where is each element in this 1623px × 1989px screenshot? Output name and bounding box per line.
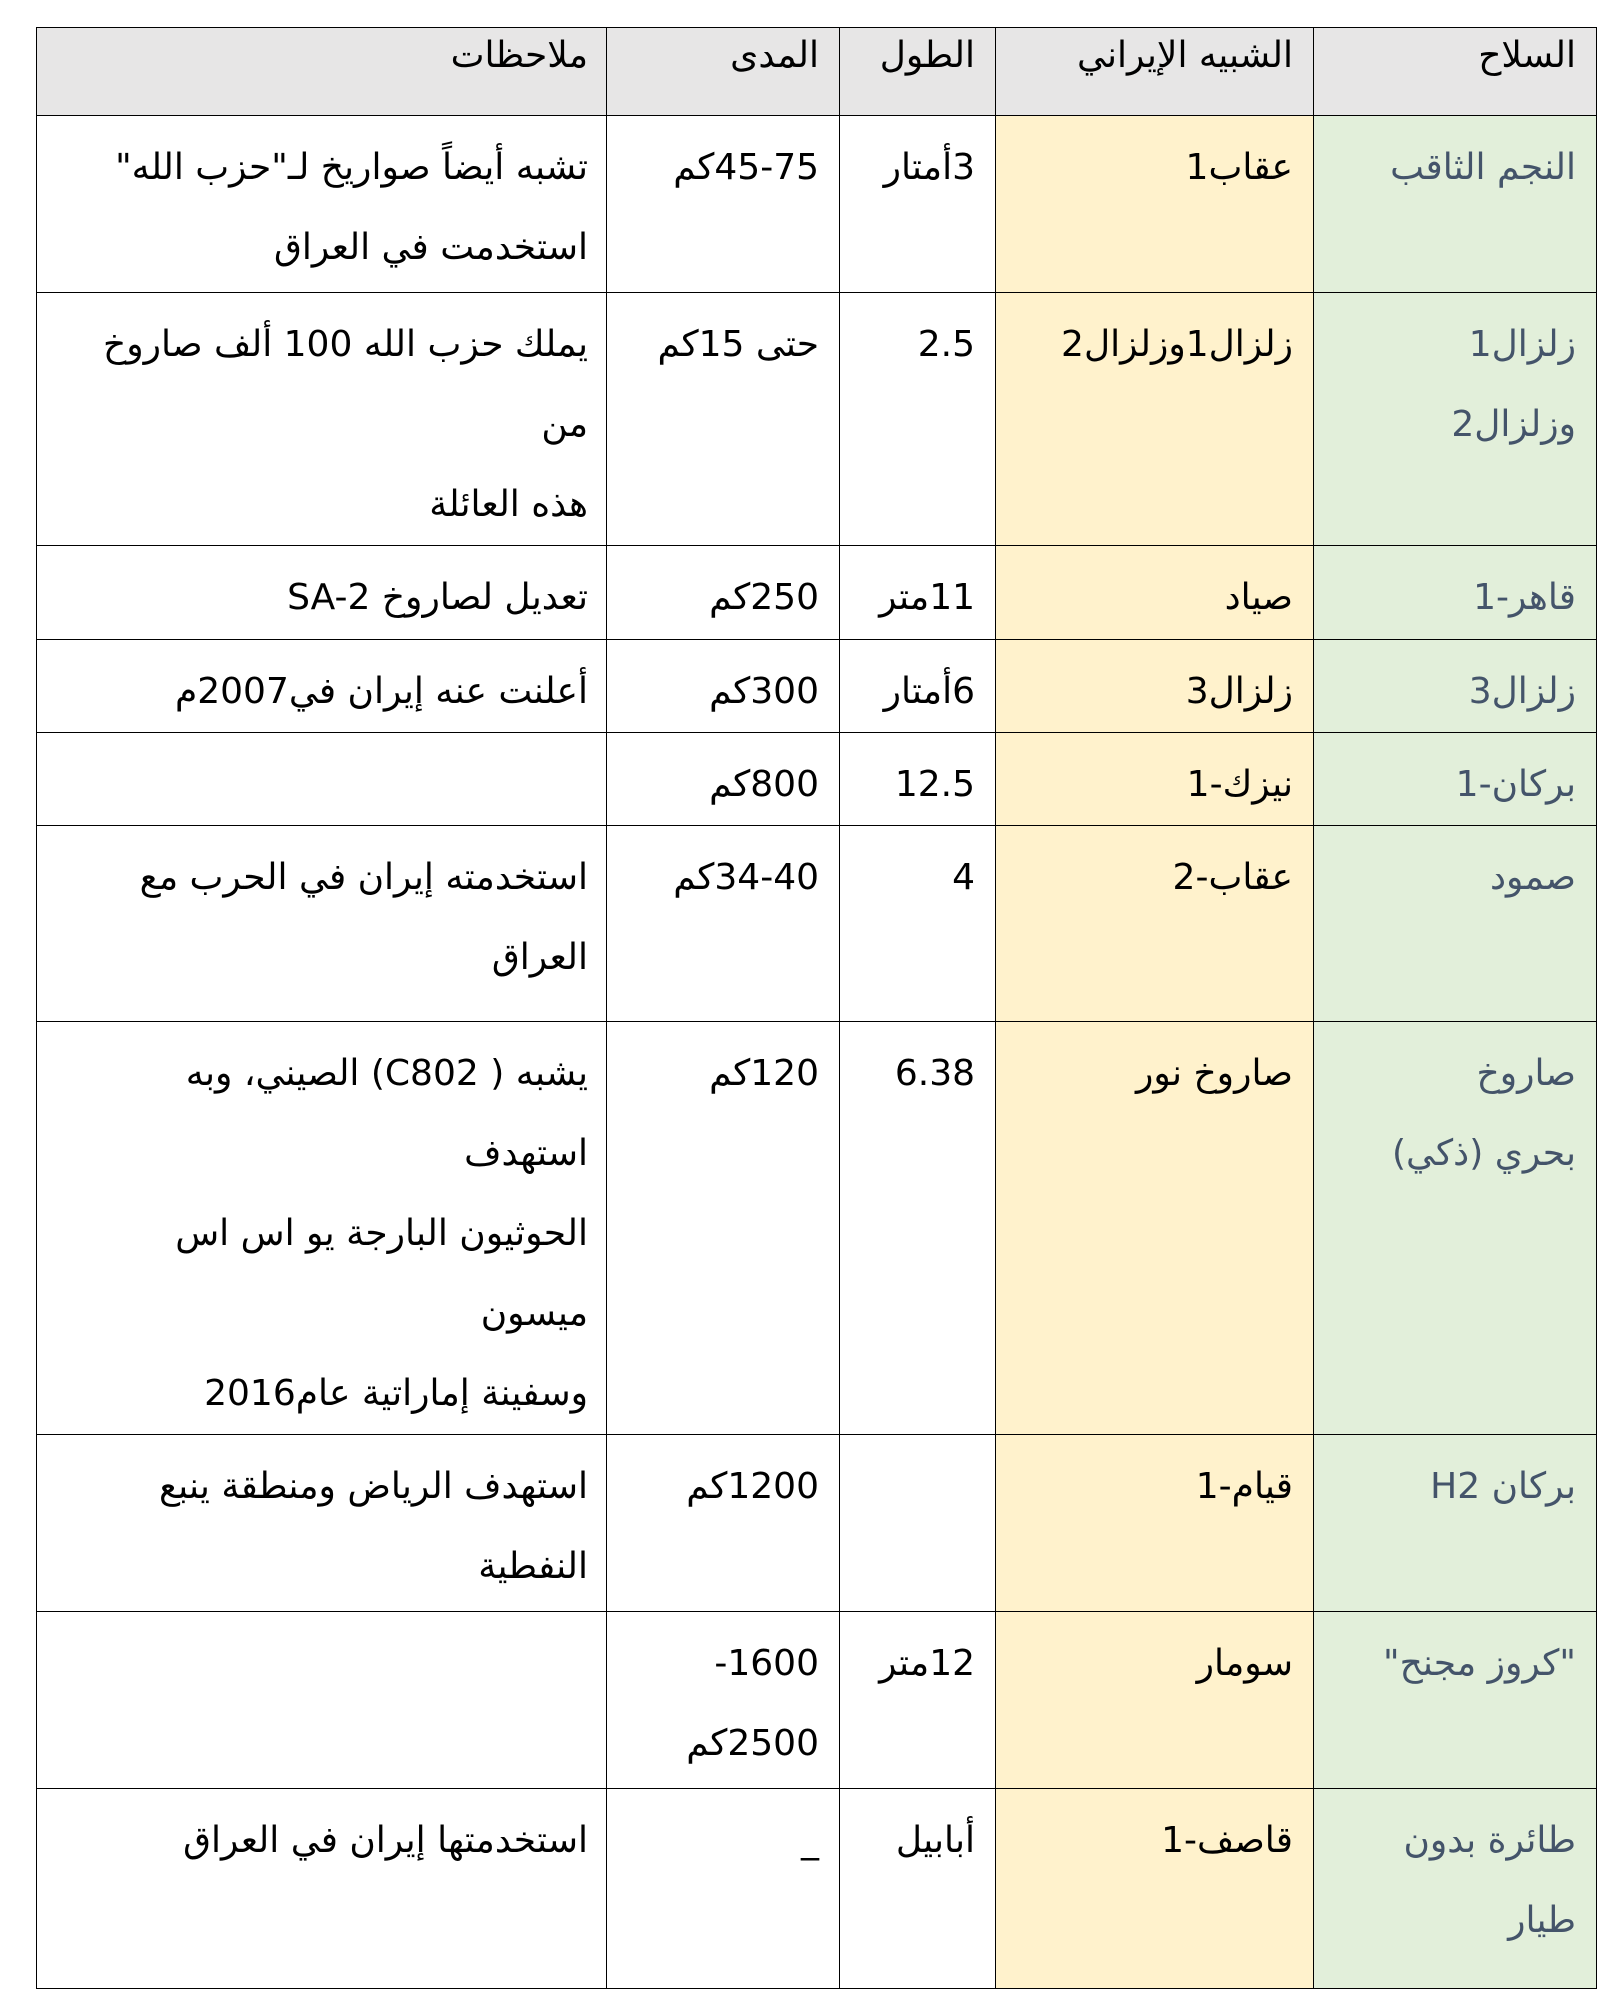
- iranian-equivalent-cell: [996, 293, 1314, 546]
- cell-text-line: صاروخ: [1476, 1053, 1576, 1094]
- notes-cell: [37, 1435, 607, 1612]
- iranian-equivalent-cell: [996, 1612, 1314, 1789]
- length-cell: [840, 733, 996, 826]
- range-cell: [607, 1022, 840, 1435]
- table-row: [37, 293, 1597, 546]
- length-cell: [840, 1022, 996, 1435]
- weapon-cell: [1314, 546, 1597, 640]
- notes-cell: [37, 116, 607, 293]
- cell-text-line: 6.38: [894, 1053, 975, 1094]
- header-range: المدى: [607, 28, 840, 116]
- cell-text-line: قيام-1: [1195, 1466, 1293, 1507]
- cell-text-line: 12متر: [879, 1643, 975, 1684]
- cell-text-line: استهدف الرياض ومنطقة ينبع النفطية: [159, 1466, 588, 1587]
- cell-text-line: 12.5: [894, 764, 975, 805]
- length-cell: [840, 640, 996, 733]
- table-row: [37, 116, 1597, 293]
- weapons-comparison-table: [36, 27, 1597, 1989]
- weapon-cell: [1314, 826, 1597, 1022]
- weapon-cell: [1314, 116, 1597, 293]
- length-cell: [840, 293, 996, 546]
- notes-cell: [37, 546, 607, 640]
- range-cell: [607, 293, 840, 546]
- cell-text-line: 4: [952, 857, 975, 898]
- notes-cell: [37, 293, 607, 546]
- cell-text-line: بركان H2: [1430, 1466, 1576, 1507]
- iranian-equivalent-cell: [996, 546, 1314, 640]
- cell-text-line: الحوثيون البارجة يو اس اس ميسون: [175, 1213, 588, 1334]
- cell-text-line: صاروخ نور: [1136, 1053, 1293, 1094]
- cell-text-line: زلزال3: [1468, 671, 1576, 712]
- range-cell: [607, 116, 840, 293]
- cell-text-line: 1600-: [714, 1643, 819, 1684]
- table-row: [37, 1789, 1597, 1989]
- cell-text-line: قاهر-1: [1473, 577, 1576, 618]
- cell-text-line: وسفينة إماراتية عام2016: [204, 1373, 588, 1414]
- notes-cell: [37, 1612, 607, 1789]
- table-row: [37, 733, 1597, 826]
- cell-text-line: هذه العائلة: [429, 484, 588, 525]
- cell-text-line: تعديل لصاروخ SA-2: [287, 577, 588, 618]
- table-row: [37, 640, 1597, 733]
- table-row: [37, 546, 1597, 640]
- cell-text-line: أعلنت عنه إيران في2007م: [174, 671, 588, 712]
- cell-text-line: 3أمتار: [883, 147, 975, 188]
- table-row: [37, 826, 1597, 1022]
- cell-text-line: يشبه ( C802) الصيني، وبه استهدف: [185, 1053, 588, 1174]
- cell-text-line: وزلزال2: [1451, 404, 1576, 445]
- cell-text-line: 120كم: [709, 1053, 819, 1094]
- length-cell: [840, 546, 996, 640]
- weapon-cell: [1314, 293, 1597, 546]
- weapon-cell: [1314, 1022, 1597, 1435]
- cell-text-line: استخدمته إيران في الحرب مع العراق: [139, 857, 588, 978]
- cell-text-line: 2.5: [917, 324, 975, 365]
- cell-text-line: 1200كم: [686, 1466, 819, 1507]
- weapon-cell: [1314, 1789, 1597, 1989]
- cell-text-line: _: [801, 1820, 819, 1861]
- range-cell: [607, 546, 840, 640]
- cell-text-line: النجم الثاقب: [1390, 147, 1576, 188]
- weapon-cell: [1314, 640, 1597, 733]
- cell-text-line: "كروز مجنح": [1383, 1643, 1576, 1684]
- length-cell: [840, 116, 996, 293]
- notes-cell: [37, 733, 607, 826]
- cell-text-line: عقاب-2: [1172, 857, 1293, 898]
- range-cell: [607, 1789, 840, 1989]
- length-cell: [840, 826, 996, 1022]
- cell-text-line: صياد: [1224, 577, 1293, 618]
- iranian-equivalent-cell: [996, 116, 1314, 293]
- header-notes: ملاحظات: [37, 28, 607, 116]
- iranian-equivalent-cell: [996, 1435, 1314, 1612]
- cell-text-line: زلزال1وزلزال2: [1061, 324, 1293, 365]
- cell-text-line: 34-40كم: [673, 857, 819, 898]
- cell-text-line: زلزال1: [1468, 324, 1576, 365]
- length-cell: [840, 1789, 996, 1989]
- iranian-equivalent-cell: [996, 640, 1314, 733]
- cell-text-line: زلزال3: [1185, 671, 1293, 712]
- notes-cell: [37, 640, 607, 733]
- table-body: [37, 116, 1597, 1989]
- weapon-cell: [1314, 1435, 1597, 1612]
- iranian-equivalent-cell: [996, 733, 1314, 826]
- cell-text-line: سومار: [1196, 1643, 1293, 1684]
- cell-text-line: قاصف-1: [1161, 1820, 1293, 1861]
- header-iranian-equivalent: الشبيه الإيراني: [996, 28, 1314, 116]
- notes-cell: [37, 826, 607, 1022]
- range-cell: [607, 733, 840, 826]
- cell-text-line: طيار: [1508, 1900, 1576, 1941]
- notes-cell: [37, 1022, 607, 1435]
- cell-text-line: 800كم: [709, 764, 819, 805]
- range-cell: [607, 640, 840, 733]
- cell-text-line: 45-75كم: [673, 147, 819, 188]
- weapon-cell: [1314, 733, 1597, 826]
- cell-text-line: نيزك-1: [1186, 764, 1293, 805]
- cell-text-line: بركان-1: [1455, 764, 1576, 805]
- iranian-equivalent-cell: [996, 1789, 1314, 1989]
- header-weapon: السلاح: [1314, 28, 1597, 116]
- cell-text-line: 250كم: [709, 577, 819, 618]
- notes-cell: [37, 1789, 607, 1989]
- range-cell: [607, 1435, 840, 1612]
- table-row: [37, 1435, 1597, 1612]
- cell-text-line: استخدمتها إيران في العراق: [183, 1820, 588, 1861]
- cell-text-line: صمود: [1489, 857, 1576, 898]
- cell-text-line: 6أمتار: [883, 671, 975, 712]
- length-cell: [840, 1435, 996, 1612]
- table-row: [37, 1612, 1597, 1789]
- range-cell: [607, 1612, 840, 1789]
- header-row: [37, 28, 1597, 116]
- iranian-equivalent-cell: [996, 1022, 1314, 1435]
- iranian-equivalent-cell: [996, 826, 1314, 1022]
- cell-text-line: حتى 15كم: [657, 324, 819, 365]
- cell-text-line: استخدمت في العراق: [273, 227, 588, 268]
- cell-text-line: 300كم: [709, 671, 819, 712]
- weapon-cell: [1314, 1612, 1597, 1789]
- table-row: [37, 1022, 1597, 1435]
- length-cell: [840, 1612, 996, 1789]
- cell-text-line: يملك حزب الله 100 ألف صاروخ من: [102, 324, 588, 445]
- cell-text-line: عقاب1: [1185, 147, 1293, 188]
- cell-text-line: أبابيل: [895, 1820, 975, 1861]
- range-cell: [607, 826, 840, 1022]
- cell-text-line: 2500كم: [686, 1723, 819, 1764]
- cell-text-line: 11متر: [879, 577, 975, 618]
- cell-text-line: تشبه أيضاً صواريخ لـ"حزب الله": [115, 147, 588, 188]
- cell-text-line: طائرة بدون: [1403, 1820, 1576, 1861]
- header-length: الطول: [840, 28, 996, 116]
- cell-text-line: بحري (ذكي): [1391, 1133, 1576, 1174]
